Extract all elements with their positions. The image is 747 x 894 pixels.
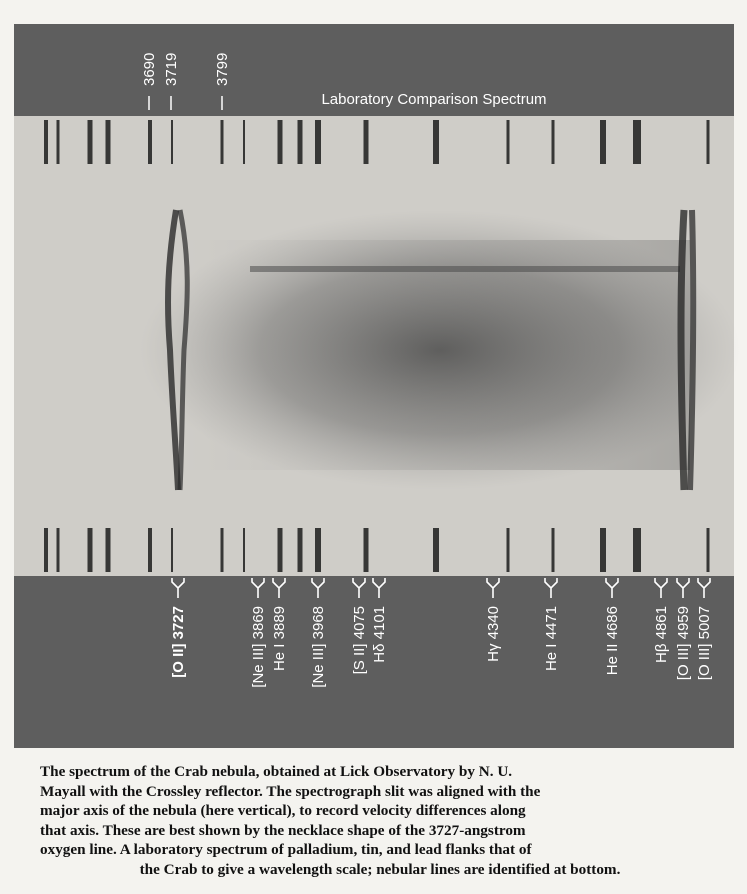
lab-line bbox=[433, 528, 439, 572]
nebular-line-label: He II 4686 bbox=[604, 606, 621, 676]
lab-line bbox=[243, 120, 245, 164]
lab-line bbox=[88, 528, 93, 572]
lab-line bbox=[221, 120, 224, 164]
lab-line bbox=[433, 120, 439, 164]
nebular-line-label: [O II] 3727 bbox=[170, 606, 187, 678]
nebular-line-label: Hδ 4101 bbox=[371, 606, 388, 663]
top-wavelength-label: 3690 bbox=[141, 52, 158, 86]
nebular-line-label: [O III] 5007 bbox=[696, 606, 713, 681]
lab-line bbox=[507, 120, 510, 164]
nebular-line-label: [S II] 4075 bbox=[351, 606, 368, 675]
lab-line bbox=[171, 528, 173, 572]
caption-line: the Crab to give a wavelength scale; nebular lines are identified at bottom. bbox=[139, 860, 621, 878]
caption-line: oxygen line. A laboratory spectrum of palladium, tin, and lead flanks that of bbox=[40, 841, 532, 858]
lab-line bbox=[278, 528, 283, 572]
lab-line bbox=[57, 528, 60, 572]
nebula-continuum bbox=[140, 210, 740, 490]
lab-line bbox=[364, 120, 369, 164]
caption-line: Mayall with the Crossley reflector. The spectrograph slit was aligned with the bbox=[40, 782, 541, 800]
nebular-line-label: [Ne III] 3968 bbox=[310, 606, 327, 688]
lab-line bbox=[44, 528, 48, 572]
lab-line bbox=[243, 528, 245, 572]
caption-line: major axis of the nebula (here vertical), to record velocity differences along bbox=[40, 802, 526, 819]
nebular-line-label: Hγ 4340 bbox=[485, 606, 502, 662]
lab-line bbox=[552, 120, 555, 164]
nebular-line-label: [O III] 4959 bbox=[675, 606, 692, 681]
lab-line bbox=[44, 120, 48, 164]
lab-line bbox=[106, 120, 111, 164]
lab-line bbox=[633, 528, 641, 572]
nebular-line-label: [Ne III] 3869 bbox=[250, 606, 267, 688]
lab-line bbox=[298, 528, 303, 572]
lab-line bbox=[171, 120, 173, 164]
lab-line bbox=[57, 120, 60, 164]
lab-line bbox=[315, 528, 321, 572]
caption-line: that axis. These are best shown by the necklace shape of the 3727-angstrom bbox=[40, 821, 526, 839]
lab-line bbox=[600, 528, 606, 572]
nebular-line-label: Hβ 4861 bbox=[653, 606, 670, 663]
lab-line bbox=[707, 528, 710, 572]
lab-line bbox=[707, 120, 710, 164]
lab-line bbox=[552, 528, 555, 572]
top-wavelength-label: 3799 bbox=[214, 52, 231, 86]
lab-line bbox=[148, 120, 152, 164]
lab-line bbox=[106, 528, 111, 572]
lab-line bbox=[600, 120, 606, 164]
lab-line bbox=[221, 528, 224, 572]
lab-line bbox=[315, 120, 321, 164]
lab-line bbox=[148, 528, 152, 572]
lab-line bbox=[88, 120, 93, 164]
top-wavelength-label: 3719 bbox=[163, 52, 180, 86]
top-band-label: Laboratory Comparison Spectrum bbox=[321, 91, 547, 108]
nebular-line-label: He I 4471 bbox=[543, 606, 560, 672]
lab-line bbox=[298, 120, 303, 164]
figure-caption bbox=[40, 762, 720, 879]
nebular-line-label: He I 3889 bbox=[271, 606, 288, 672]
caption-line: The spectrum of the Crab nebula, obtained at Lick Observatory by N. U. bbox=[40, 763, 513, 780]
lab-line bbox=[278, 120, 283, 164]
lab-line bbox=[633, 120, 641, 164]
lab-line bbox=[507, 528, 510, 572]
lab-line bbox=[364, 528, 369, 572]
